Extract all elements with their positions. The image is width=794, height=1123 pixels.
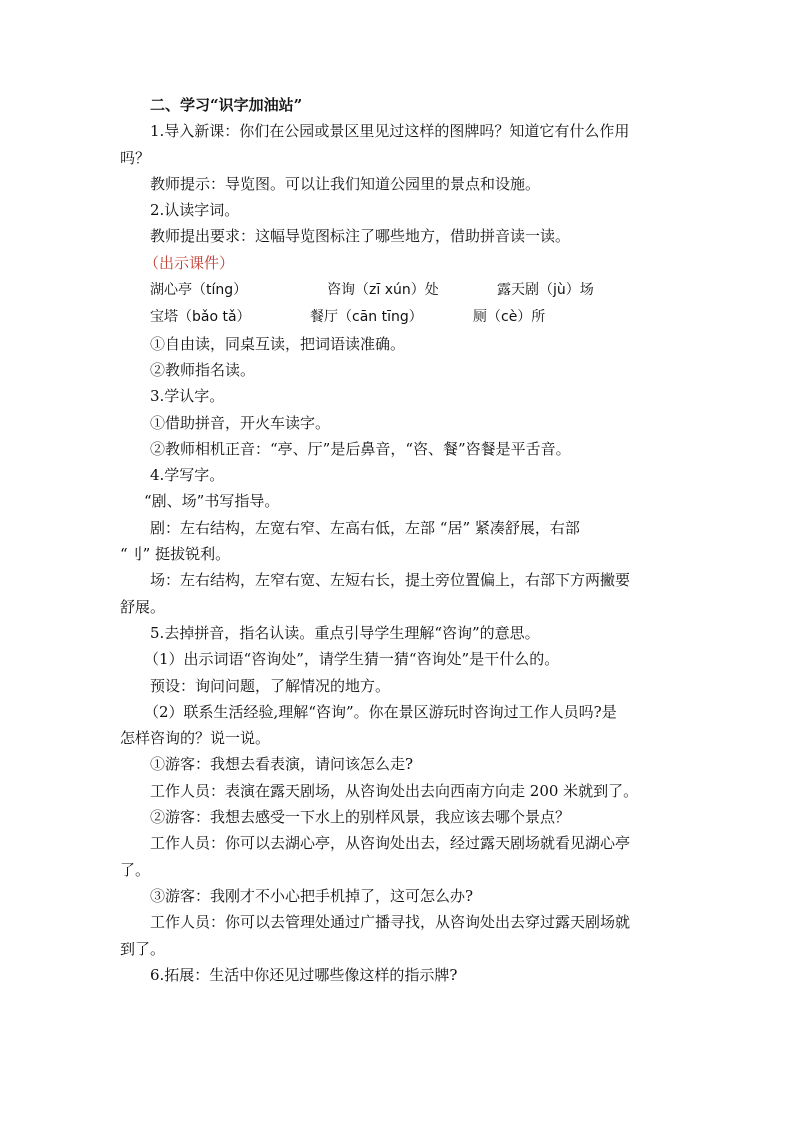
paragraph: 1.导入新课：你们在公园或景区里见过这样的图牌吗？知道它有什么作用 <box>150 122 630 141</box>
paragraph-continuation: 舒展。 <box>120 597 166 616</box>
paragraph-continuation: 到了。 <box>120 939 166 958</box>
paragraph: 教师提出要求：这幅导览图标注了哪些地方，借助拼音读一读。 <box>150 227 571 246</box>
paragraph: ③游客：我刚才不小心把手机掉了，这可怎么办? <box>150 886 474 905</box>
paragraph: ①自由读，同桌互读，把词语读准确。 <box>150 334 406 353</box>
paragraph: 工作人员：你可以去湖心亭，从咨询处出去，经过露天剧场就看见湖心亭 <box>150 834 631 853</box>
paragraph: ①游客：我想去看表演，请问该怎么走? <box>150 755 414 774</box>
paragraph: 预设：询问问题，了解情况的地方。 <box>150 676 391 695</box>
paragraph: ②教师指名读。 <box>150 360 256 379</box>
paragraph: ②游客：我想去感受一下水上的别样风景，我应该去哪个景点？ <box>150 808 571 827</box>
paragraph: （2）联系生活经验,理解“咨询”。你在景区游玩时咨询过工作人员吗?是 <box>144 702 617 721</box>
paragraph: 工作人员：表演在露天剧场，从咨询处出去向西南方向走 200 米就到了。 <box>150 781 639 800</box>
word-item: 咨询（zī xún）处 <box>327 282 439 299</box>
paragraph: ②教师相机正音：“亭、厅”是后鼻音，“咨、餐”咨餐是平舌音。 <box>150 439 571 458</box>
paragraph: 4.学写字。 <box>150 466 225 485</box>
paragraph-continuation: 了。 <box>120 860 151 879</box>
paragraph: 6.拓展：生活中你还见过哪些像这样的指示牌? <box>150 965 458 984</box>
paragraph: 剧：左右结构，左宽右窄、左高右低，左部 “居” 紧凑舒展，右部 <box>150 518 580 537</box>
courseware-label: （出示课件） <box>144 253 235 272</box>
paragraph: 2.认读字词。 <box>150 201 240 220</box>
paragraph-continuation: 怎样咨询的？说一说。 <box>120 729 271 748</box>
word-item: 露天剧（jù）场 <box>497 282 594 299</box>
paragraph: ①借助拼音，开火车读字。 <box>150 413 331 432</box>
paragraph: 工作人员：你可以去管理处通过广播寻找，从咨询处出去穿过露天剧场就 <box>150 913 631 932</box>
word-item: 宝塔（bǎo tǎ） <box>150 309 251 326</box>
paragraph: 5.去掉拼音，指名认读。重点引导学生理解“咨询”的意思。 <box>150 623 540 642</box>
word-item: 餐厅（cān tīng） <box>310 309 423 326</box>
paragraph: 场：左右结构，左窄右宽、左短右长，提土旁位置偏上，右部下方两撇要 <box>150 571 631 590</box>
paragraph-continuation: 吗？ <box>120 148 151 167</box>
word-item: 湖心亭（tíng） <box>150 282 248 299</box>
paragraph: （1）出示词语“咨询处”，请学生猜一猜“咨询处”是干什么的。 <box>144 650 560 669</box>
paragraph: 教师提示：导览图。可以让我们知道公园里的景点和设施。 <box>150 174 541 193</box>
paragraph-continuation: “刂” 挺拔锐利。 <box>120 545 231 564</box>
document-body <box>120 92 680 988</box>
word-row-1 <box>120 276 680 303</box>
word-row-2 <box>120 303 680 330</box>
word-item: 厕（cè）所 <box>473 309 546 326</box>
paragraph: 3.学认字。 <box>150 387 225 406</box>
section-title: 二、学习“识字加油站” <box>150 96 303 114</box>
paragraph: “剧、场”书写指导。 <box>144 492 280 511</box>
